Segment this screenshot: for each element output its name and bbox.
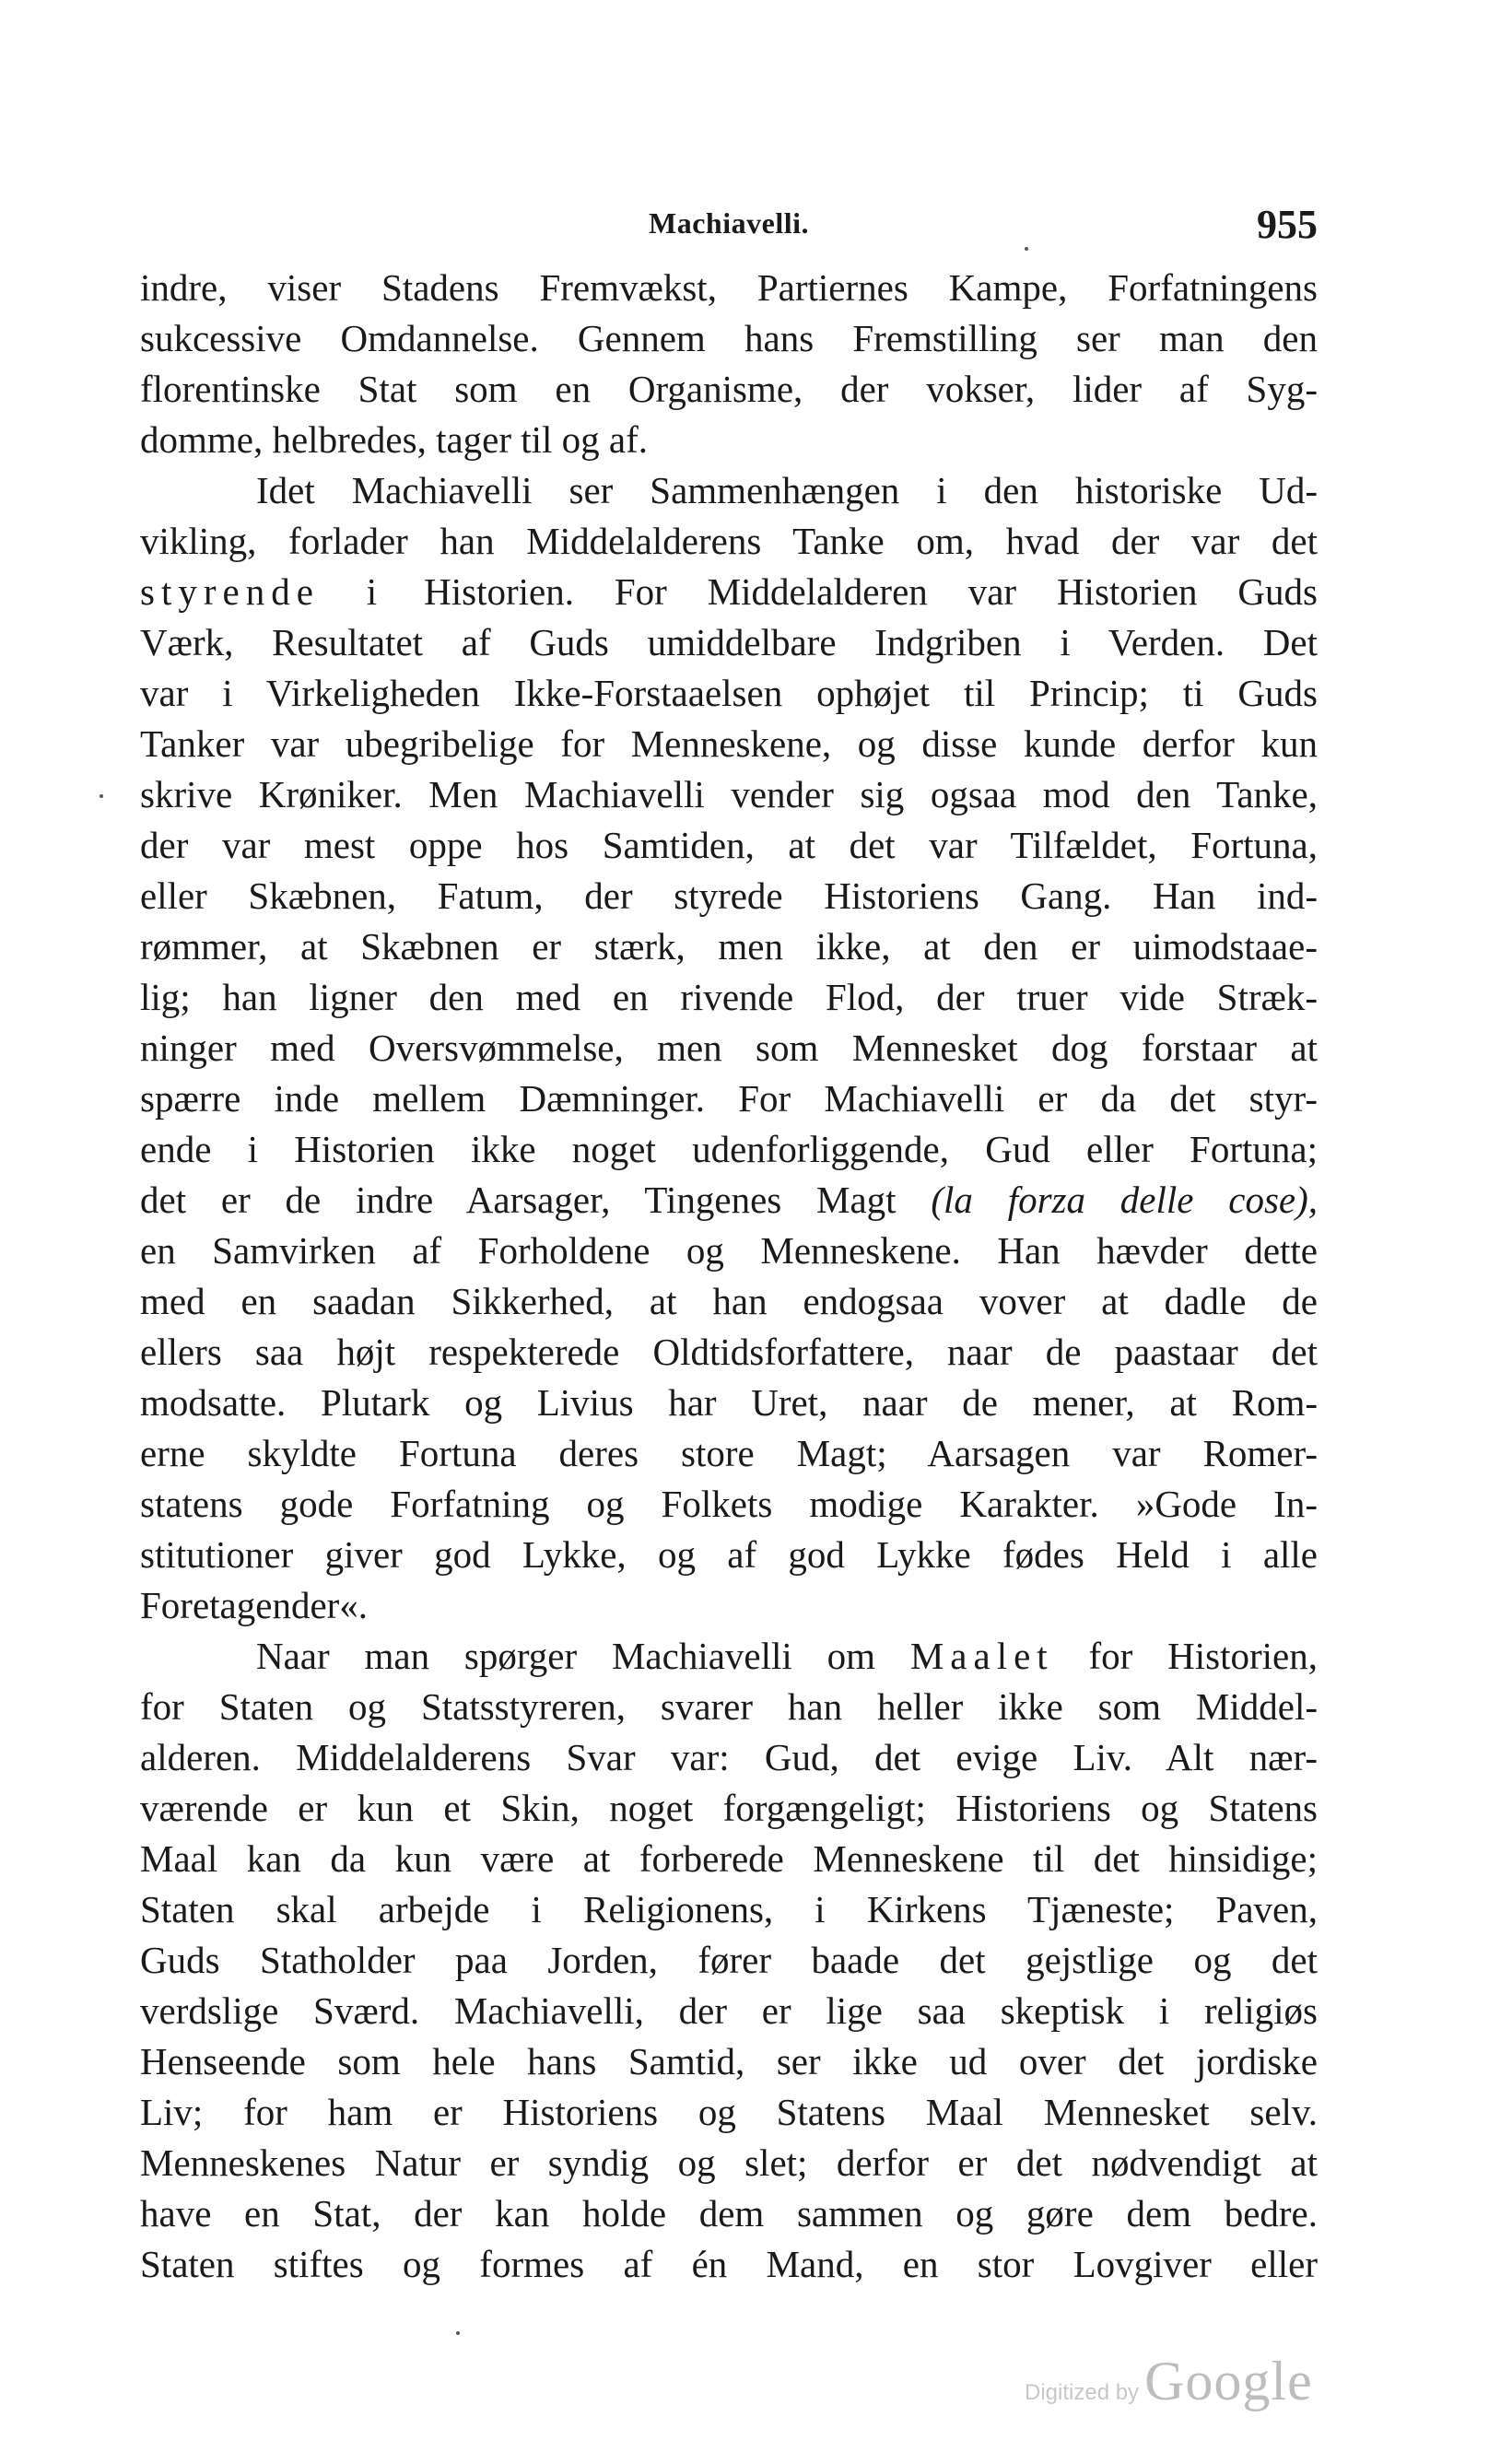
text-line: eller Skæbnen, Fatum, der styrede Historiens Gang. Han ind-: [140, 874, 1318, 917]
text-line: modsatte. Plutark og Livius har Uret, naar de mener, at Rom-: [140, 1381, 1318, 1424]
google-logo: Google: [1144, 2351, 1313, 2411]
text-line: verdslige Sværd. Machiavelli, der er lige saa skeptisk i religiøs: [140, 1989, 1318, 2032]
text-line: Foretagender«.: [140, 1584, 369, 1626]
text-line-tail: for Historien,: [1088, 1635, 1318, 1677]
digitized-by-label: Digitized by: [1025, 2380, 1140, 2405]
running-title: Machiavelli.: [649, 206, 809, 240]
page-number: 955: [1257, 202, 1318, 247]
text-line: Staten stiftes og formes af én Mand, en stor Lovgiver eller: [140, 2243, 1318, 2285]
text-line: florentinske Stat som en Organisme, der vokser, lider af Syg-: [140, 368, 1318, 410]
text-line: rømmer, at Skæbnen er stærk, men ikke, at den er uimodstaae-: [140, 925, 1318, 968]
italic-la-forza-delle-cose: (la forza delle cose),: [931, 1179, 1318, 1221]
text-line-head: Naar man spørger Machiavelli om: [256, 1635, 875, 1677]
text-line: Liv; for ham er Historiens og Statens Maal Mennesket selv.: [140, 2091, 1318, 2133]
text-line: Henseende som hele hans Samtid, ser ikke ud over det jordiske: [140, 2040, 1318, 2082]
text-line: Menneskenes Natur er syndig og slet; derfor er det nødvendigt at: [140, 2141, 1318, 2184]
text-line: ellers saa højt respekterede Oldtidsforfattere, naar de paastaar det: [140, 1331, 1318, 1373]
text-line: have en Stat, der kan holde dem sammen og gøre dem bedre.: [140, 2192, 1318, 2235]
text-line: indre, viser Stadens Fremvækst, Partiernes Kampe, Forfatningens: [140, 266, 1318, 309]
text-line: for Staten og Statsstyreren, svarer han heller ikke som Middel-: [140, 1685, 1318, 1728]
scan-speck: [456, 2331, 460, 2335]
scan-speck: [1025, 247, 1028, 251]
text-line: domme, helbredes, tager til og af.: [140, 418, 649, 461]
text-line: Staten skal arbejde i Religionens, i Kirkens Tjæneste; Paven,: [140, 1888, 1318, 1930]
text-line: sukcessive Omdannelse. Gennem hans Fremstilling ser man den: [140, 317, 1318, 359]
text-line: en Samvirken af Forholdene og Menneskene. Han hævder dette: [140, 1229, 1318, 1272]
text-line: skrive Krøniker. Men Machiavelli vender sig ogsaa mod den Tanke,: [140, 773, 1318, 815]
text-line: var i Virkeligheden Ikke-Forstaaelsen ophøjet til Princip; ti Guds: [140, 672, 1318, 714]
text-line: statens gode Forfatning og Folkets modige Karakter. »Gode In-: [140, 1483, 1318, 1525]
emphasis-spaced-maalet: Maalet: [909, 1635, 1054, 1677]
text-line: spærre inde mellem Dæmninger. For Machiavelli er da det styr-: [140, 1077, 1318, 1120]
text-line: [140, 567, 1318, 617]
text-line: erne skyldte Fortuna deres store Magt; Aarsagen var Romer-: [140, 1432, 1318, 1474]
text-line: [140, 1175, 1318, 1226]
text-line: lig; han ligner den med en rivende Flod, der truer vide Stræk-: [140, 976, 1318, 1018]
text-line: Guds Statholder paa Jorden, fører baade det gejstlige og det: [140, 1939, 1318, 1981]
text-body: [140, 263, 1318, 2290]
text-line: Værk, Resultatet af Guds umiddelbare Indgriben i Verden. Det: [140, 621, 1318, 663]
text-line: stitutioner giver god Lykke, og af god Lykke fødes Held i alle: [140, 1533, 1318, 1576]
text-line: Maal kan da kun være at forberede Menneskene til det hinsidige;: [140, 1837, 1318, 1880]
digitized-watermark: [1025, 2350, 1313, 2411]
text-line: med en saadan Sikkerhed, at han endogsaa vover at dadle de: [140, 1280, 1318, 1322]
page-header: [140, 201, 1318, 247]
text-line-tail: Historien. For Middelalderen var Historien Guds: [424, 570, 1318, 613]
text-line-head: det er de indre Aarsager, Tingenes Magt: [140, 1179, 897, 1221]
emphasis-spaced-styrende: styrende i: [140, 570, 384, 613]
scan-speck: [100, 794, 103, 798]
paragraph-start-line: Idet Machiavelli ser Sammenhængen i den historiske Ud-: [256, 469, 1318, 511]
text-line: ninger med Oversvømmelse, men som Mennesket dog forstaar at: [140, 1026, 1318, 1069]
text-line: værende er kun et Skin, noget forgængeligt; Historiens og Statens: [140, 1787, 1318, 1829]
text-line: ende i Historien ikke noget udenforliggende, Gud eller Fortuna;: [140, 1128, 1318, 1170]
text-line: der var mest oppe hos Samtiden, at det var Tilfældet, Fortuna,: [140, 824, 1318, 866]
text-line: alderen. Middelalderens Svar var: Gud, det evige Liv. Alt nær-: [140, 1736, 1318, 1778]
paragraph-start-line: [140, 1631, 1318, 1682]
text-line: vikling, forlader han Middelalderens Tanke om, hvad der var det: [140, 520, 1318, 562]
text-line: Tanker var ubegribelige for Menneskene, og disse kunde derfor kun: [140, 722, 1318, 765]
